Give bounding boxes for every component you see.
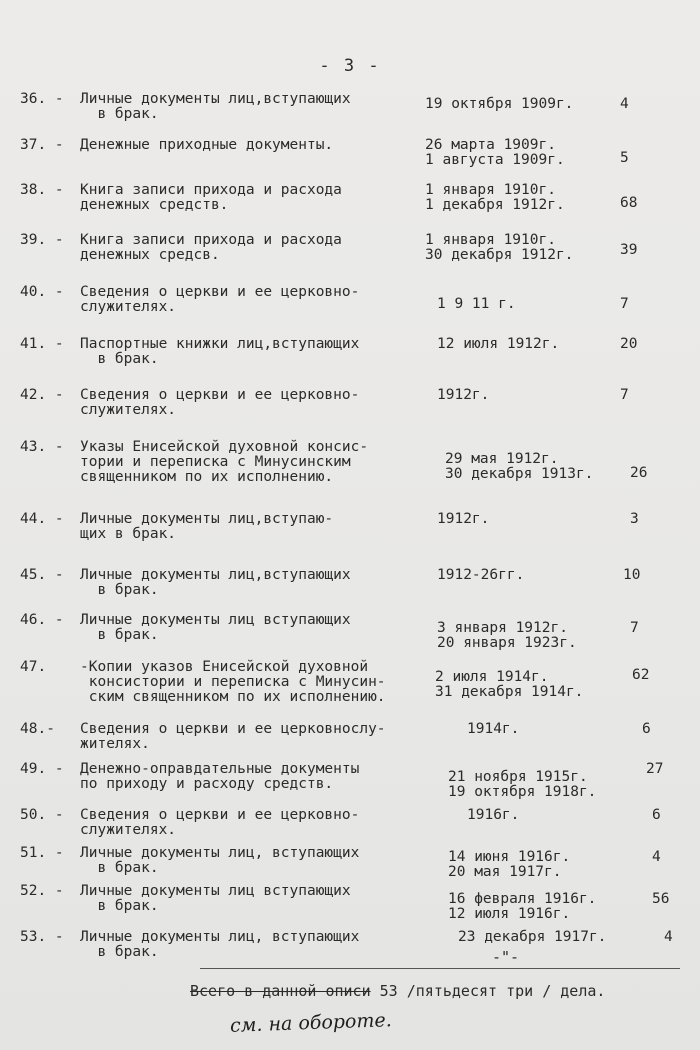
entry-title: Сведения о церкви и ее церковнослу- жителях.: [80, 721, 386, 752]
entry-date: 2 июля 1914г. 31 декабря 1914г.: [435, 669, 584, 700]
entry-sheet-count: 62: [632, 667, 650, 683]
entry-title: Денежно-оправдательные документы по приходу и расходу средств.: [80, 761, 360, 792]
entry-number: 51. -: [20, 845, 64, 861]
entry-sheet-count: 27: [646, 761, 664, 777]
entry-sheet-count: 10: [623, 567, 641, 583]
entry-number: 41. -: [20, 336, 64, 352]
entry-date: 1 9 11 г.: [437, 296, 516, 312]
entry-title: -Копии указов Енисейской духовной консистории и переписка с Минусин- ским священником по их исполнению.: [80, 659, 386, 705]
entry-date: 19 октября 1909г.: [425, 96, 574, 112]
entry-number: 50. -: [20, 807, 64, 823]
entry-title: Личные документы лиц вступающих в брак.: [80, 612, 351, 643]
entry-date: 1 января 1910г. 30 декабря 1912г.: [425, 232, 574, 263]
entry-title: Личные документы лиц,вступающих в брак.: [80, 567, 351, 598]
entry-title: Книга записи прихода и расхода денежных средсв.: [80, 232, 342, 263]
entry-number: 38. -: [20, 182, 64, 198]
entry-title: Сведения о церкви и ее церковно- служителях.: [80, 807, 360, 838]
handwritten-note: см. на обороте.: [229, 1009, 393, 1037]
entry-title: Личные документы лиц вступающих в брак.: [80, 883, 351, 914]
entry-sheet-count: 4: [620, 96, 629, 112]
entry-title: Сведения о церкви и ее церковно- служителях.: [80, 284, 360, 315]
entry-date: 1914г.: [467, 721, 520, 737]
entry-number: 43. -: [20, 439, 64, 455]
entry-date: 29 мая 1912г. 30 декабря 1913г.: [445, 451, 594, 482]
entry-date: 16 февраля 1916г. 12 июля 1916г.: [448, 891, 597, 922]
entry-sheet-count: 39: [620, 242, 638, 258]
entry-title: Личные документы лиц, вступающих в брак.: [80, 845, 360, 876]
entry-title: Паспортные книжки лиц,вступающих в брак.: [80, 336, 360, 367]
inventory-total: [190, 982, 605, 1000]
entry-number: 36. -: [20, 91, 64, 107]
ditto-mark: -"-: [492, 948, 520, 966]
entry-date: 3 января 1912г. 20 января 1923г.: [437, 620, 577, 651]
total-struck-text: Всего в данной описи: [190, 982, 371, 1000]
entry-sheet-count: 7: [620, 296, 629, 312]
entry-sheet-count: 4: [652, 849, 661, 865]
entry-date: 1 января 1910г. 1 декабря 1912г.: [425, 182, 565, 213]
entry-sheet-count: 7: [620, 387, 629, 403]
entry-number: 52. -: [20, 883, 64, 899]
entry-number: 40. -: [20, 284, 64, 300]
entry-title: Книга записи прихода и расхода денежных средств.: [80, 182, 342, 213]
entry-title: Денежные приходные документы.: [80, 137, 334, 153]
entry-date: 1912г.: [437, 387, 490, 403]
entry-date: 1912г.: [437, 511, 490, 527]
entry-number: 39. -: [20, 232, 64, 248]
entry-number: 48.-: [20, 721, 55, 737]
entry-title: Личные документы лиц,вступаю- щих в брак.: [80, 511, 334, 542]
entry-sheet-count: 68: [620, 195, 638, 211]
entry-title: Указы Енисейской духовной консис- тории и переписка с Минусинским священником по их исполнению.: [80, 439, 369, 485]
entry-title: Сведения о церкви и ее церковно- служителях.: [80, 387, 360, 418]
entry-number: 53. -: [20, 929, 64, 945]
total-count-text: 53 /пятьдесят три / дела.: [370, 982, 606, 1000]
entry-sheet-count: 26: [630, 465, 648, 481]
entry-number: 49. -: [20, 761, 64, 777]
entry-date: 12 июля 1912г.: [437, 336, 560, 352]
entry-sheet-count: 6: [652, 807, 661, 823]
entry-date: 26 марта 1909г. 1 августа 1909г.: [425, 137, 565, 168]
entry-title: Личные документы лиц, вступающих в брак.: [80, 929, 360, 960]
entry-title: Личные документы лиц,вступающих в брак.: [80, 91, 351, 122]
entry-sheet-count: 5: [620, 150, 629, 166]
entry-date: 21 ноября 1915г. 19 октября 1918г.: [448, 769, 597, 800]
entry-date: 14 июня 1916г. 20 мая 1917г.: [448, 849, 571, 880]
entry-number: 46. -: [20, 612, 64, 628]
entry-sheet-count: 7: [630, 620, 639, 636]
entry-sheet-count: 20: [620, 336, 638, 352]
entry-sheet-count: 4: [664, 929, 673, 945]
entry-number: 45. -: [20, 567, 64, 583]
summary-divider: [200, 968, 680, 969]
entry-date: 1916г.: [467, 807, 520, 823]
entry-number: 37. -: [20, 137, 64, 153]
entry-date: 23 декабря 1917г.: [458, 929, 607, 945]
page-number: - 3 -: [319, 56, 381, 76]
entry-number: 44. -: [20, 511, 64, 527]
entry-sheet-count: 56: [652, 891, 670, 907]
entry-number: 47.: [20, 659, 47, 675]
entry-number: 42. -: [20, 387, 64, 403]
entry-date: 1912-26гг.: [437, 567, 525, 583]
entry-sheet-count: 6: [642, 721, 651, 737]
entry-sheet-count: 3: [630, 511, 639, 527]
